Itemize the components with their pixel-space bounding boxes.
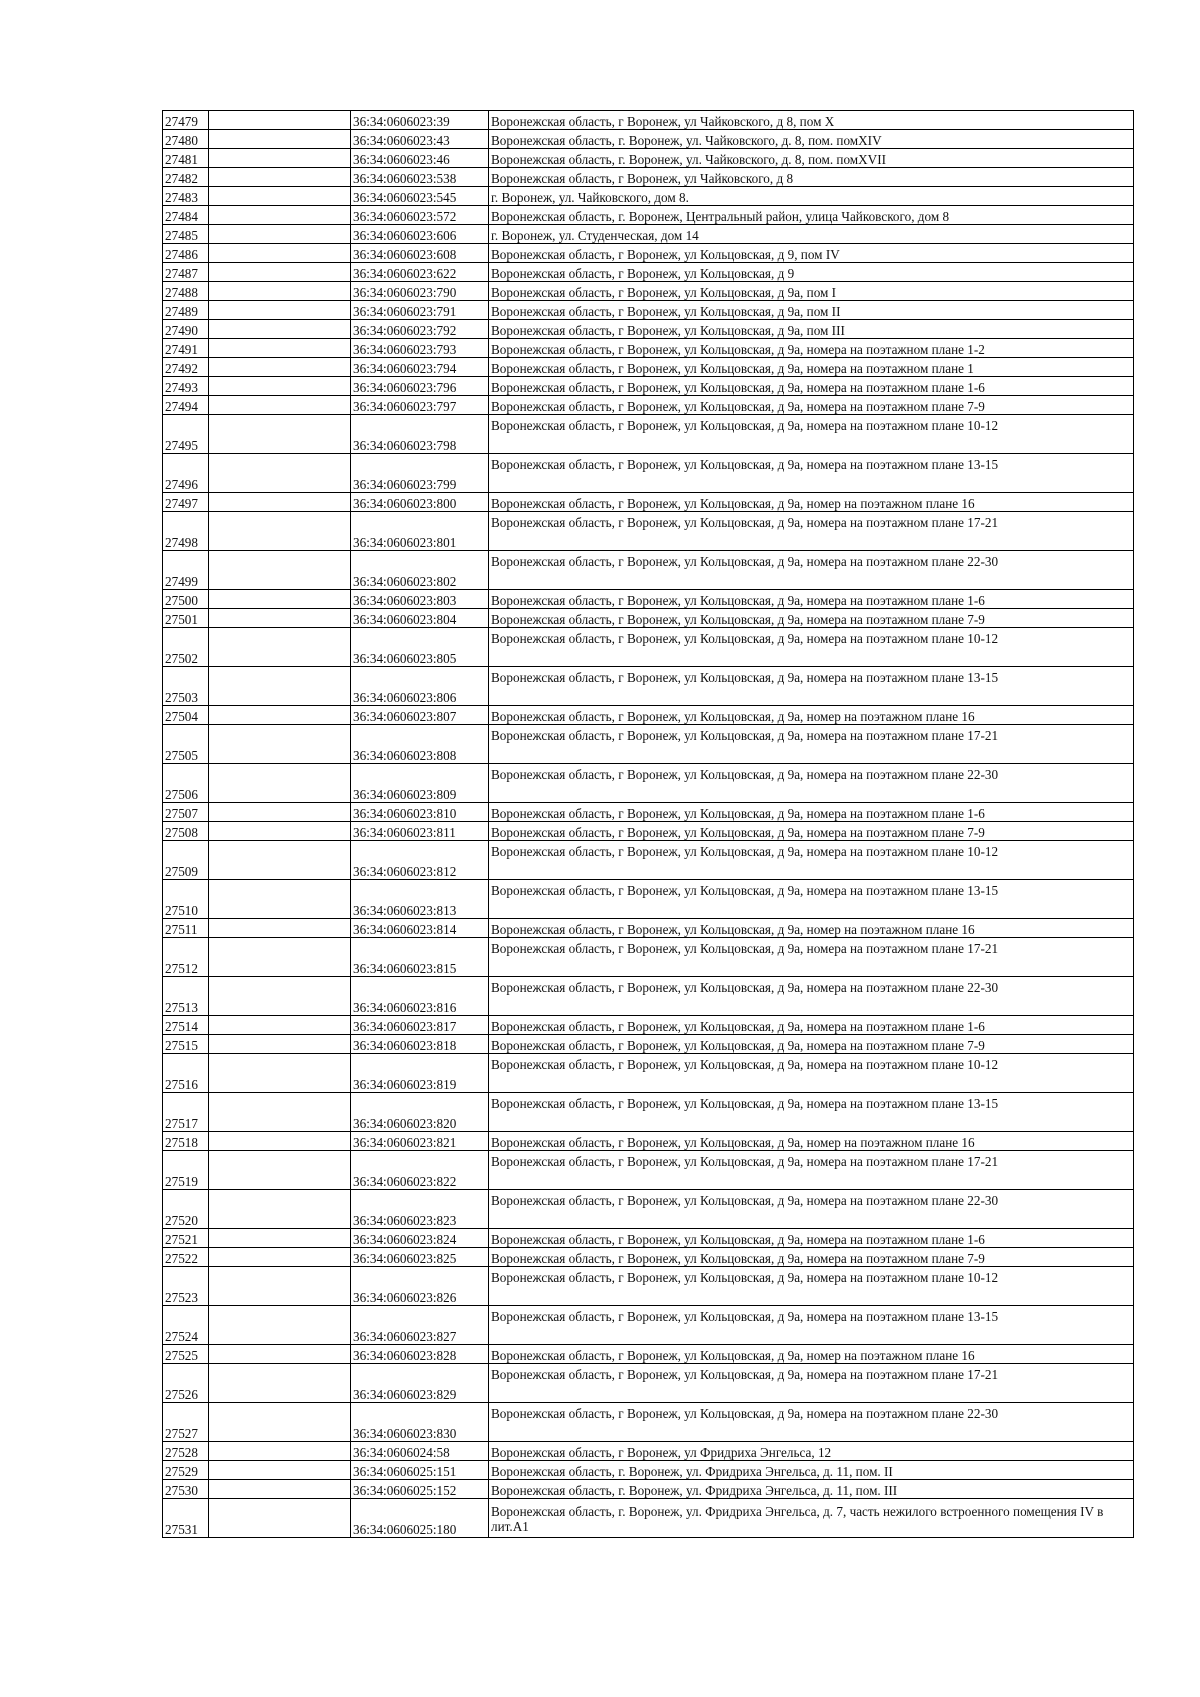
row-number-cell: 27480	[163, 130, 209, 149]
address-cell: Воронежская область, г Воронеж, ул Кольцовская, д 9а, номера на поэтажном плане 17-21	[489, 512, 1134, 551]
cadastral-number-cell: 36:34:0606023:824	[351, 1229, 489, 1248]
address-cell: Воронежская область, г Воронеж, ул Кольцовская, д 9, пом IV	[489, 244, 1134, 263]
address-cell: Воронежская область, г Воронеж, ул Кольцовская, д 9а, номера на поэтажном плане 1-6	[489, 590, 1134, 609]
empty-cell	[209, 168, 351, 187]
empty-cell	[209, 1364, 351, 1403]
table-row	[163, 358, 1134, 377]
address-cell: Воронежская область, г Воронеж, ул Кольцовская, д 9а, номера на поэтажном плане 7-9	[489, 822, 1134, 841]
cadastral-number-cell: 36:34:0606025:151	[351, 1461, 489, 1480]
empty-cell	[209, 149, 351, 168]
address-cell: Воронежская область, г Воронеж, ул Кольцовская, д 9а, номера на поэтажном плане 7-9	[489, 1248, 1134, 1267]
empty-cell	[209, 725, 351, 764]
row-number-cell: 27529	[163, 1461, 209, 1480]
empty-cell	[209, 377, 351, 396]
empty-cell	[209, 551, 351, 590]
table-row	[163, 725, 1134, 764]
empty-cell	[209, 1267, 351, 1306]
row-number-cell: 27521	[163, 1229, 209, 1248]
cadastral-number-cell: 36:34:0606023:820	[351, 1093, 489, 1132]
table-row	[163, 225, 1134, 244]
row-number-cell: 27486	[163, 244, 209, 263]
cadastral-number-cell: 36:34:0606023:830	[351, 1403, 489, 1442]
table-row	[163, 320, 1134, 339]
empty-cell	[209, 590, 351, 609]
table-row	[163, 628, 1134, 667]
table-row	[163, 263, 1134, 282]
empty-cell	[209, 244, 351, 263]
cadastral-number-cell: 36:34:0606023:46	[351, 149, 489, 168]
table-row	[163, 1499, 1134, 1538]
row-number-cell: 27504	[163, 706, 209, 725]
address-cell: Воронежская область, г Воронеж, ул Кольцовская, д 9а, номера на поэтажном плане 22-30	[489, 764, 1134, 803]
row-number-cell: 27517	[163, 1093, 209, 1132]
empty-cell	[209, 1442, 351, 1461]
cadastral-number-cell: 36:34:0606023:823	[351, 1190, 489, 1229]
table-row	[163, 244, 1134, 263]
empty-cell	[209, 187, 351, 206]
cadastral-number-cell: 36:34:0606023:816	[351, 977, 489, 1016]
cadastral-number-cell: 36:34:0606023:797	[351, 396, 489, 415]
table-row	[163, 1229, 1134, 1248]
address-cell: Воронежская область, г Воронеж, ул Кольцовская, д 9	[489, 263, 1134, 282]
row-number-cell: 27489	[163, 301, 209, 320]
cadastral-number-cell: 36:34:0606023:790	[351, 282, 489, 301]
address-cell: Воронежская область, г Воронеж, ул Кольцовская, д 9а, пом II	[489, 301, 1134, 320]
empty-cell	[209, 1132, 351, 1151]
table-row	[163, 551, 1134, 590]
row-number-cell: 27528	[163, 1442, 209, 1461]
cadastral-number-cell: 36:34:0606023:608	[351, 244, 489, 263]
table-row	[163, 1035, 1134, 1054]
row-number-cell: 27481	[163, 149, 209, 168]
empty-cell	[209, 1345, 351, 1364]
address-cell: Воронежская область, г Воронеж, ул Кольцовская, д 9а, номера на поэтажном плане 17-21	[489, 1151, 1134, 1190]
cadastral-number-cell: 36:34:0606023:798	[351, 415, 489, 454]
row-number-cell: 27531	[163, 1499, 209, 1538]
table-row	[163, 1403, 1134, 1442]
table-row	[163, 822, 1134, 841]
cadastral-number-cell: 36:34:0606023:793	[351, 339, 489, 358]
address-cell: г. Воронеж, ул. Чайковского, дом 8.	[489, 187, 1134, 206]
row-number-cell: 27519	[163, 1151, 209, 1190]
address-cell: Воронежская область, г Воронеж, ул Кольцовская, д 9а, номера на поэтажном плане 7-9	[489, 396, 1134, 415]
address-cell: Воронежская область, г. Воронеж, ул. Чайковского, д. 8, пом. помXIV	[489, 130, 1134, 149]
empty-cell	[209, 1480, 351, 1499]
empty-cell	[209, 454, 351, 493]
cadastral-number-cell: 36:34:0606023:799	[351, 454, 489, 493]
address-cell: Воронежская область, г Воронеж, ул Кольцовская, д 9а, номера на поэтажном плане 17-21	[489, 938, 1134, 977]
table-row	[163, 667, 1134, 706]
empty-cell	[209, 225, 351, 244]
table-row	[163, 1267, 1134, 1306]
empty-cell	[209, 822, 351, 841]
table-row	[163, 1480, 1134, 1499]
row-number-cell: 27501	[163, 609, 209, 628]
row-number-cell: 27494	[163, 396, 209, 415]
cadastral-number-cell: 36:34:0606023:811	[351, 822, 489, 841]
address-cell: Воронежская область, г. Воронеж, ул. Чайковского, д. 8, пом. помXVII	[489, 149, 1134, 168]
address-cell: Воронежская область, г Воронеж, ул Кольцовская, д 9а, номера на поэтажном плане 13-15	[489, 454, 1134, 493]
row-number-cell: 27491	[163, 339, 209, 358]
row-number-cell: 27530	[163, 1480, 209, 1499]
address-cell: Воронежская область, г Воронеж, ул Кольцовская, д 9а, номера на поэтажном плане 13-15	[489, 1093, 1134, 1132]
empty-cell	[209, 396, 351, 415]
cadastral-number-cell: 36:34:0606023:43	[351, 130, 489, 149]
table-row	[163, 111, 1134, 130]
row-number-cell: 27498	[163, 512, 209, 551]
cadastral-number-cell: 36:34:0606023:622	[351, 263, 489, 282]
table-row	[163, 977, 1134, 1016]
cadastral-number-cell: 36:34:0606023:801	[351, 512, 489, 551]
empty-cell	[209, 1093, 351, 1132]
empty-cell	[209, 1306, 351, 1345]
cadastral-number-cell: 36:34:0606023:39	[351, 111, 489, 130]
row-number-cell: 27503	[163, 667, 209, 706]
address-cell: Воронежская область, г. Воронеж, ул. Фридриха Энгельса, д. 7, часть нежилого встроенного помещения IV в лит.А1	[489, 1499, 1134, 1538]
empty-cell	[209, 628, 351, 667]
address-cell: Воронежская область, г Воронеж, ул Чайковского, д 8, пом X	[489, 111, 1134, 130]
row-number-cell: 27514	[163, 1016, 209, 1035]
row-number-cell: 27522	[163, 1248, 209, 1267]
address-cell: Воронежская область, г Воронеж, ул Кольцовская, д 9а, номера на поэтажном плане 22-30	[489, 1190, 1134, 1229]
address-cell: Воронежская область, г Воронеж, ул Кольцовская, д 9а, номера на поэтажном плане 22-30	[489, 551, 1134, 590]
row-number-cell: 27511	[163, 919, 209, 938]
empty-cell	[209, 880, 351, 919]
address-cell: г. Воронеж, ул. Студенческая, дом 14	[489, 225, 1134, 244]
empty-cell	[209, 206, 351, 225]
row-number-cell: 27485	[163, 225, 209, 244]
cadastral-number-cell: 36:34:0606023:813	[351, 880, 489, 919]
empty-cell	[209, 1016, 351, 1035]
address-cell: Воронежская область, г Воронеж, ул Кольцовская, д 9а, номер на поэтажном плане 16	[489, 919, 1134, 938]
cadastral-number-cell: 36:34:0606023:572	[351, 206, 489, 225]
cadastral-number-cell: 36:34:0606023:807	[351, 706, 489, 725]
cadastral-number-cell: 36:34:0606023:792	[351, 320, 489, 339]
row-number-cell: 27505	[163, 725, 209, 764]
table-row	[163, 1054, 1134, 1093]
empty-cell	[209, 111, 351, 130]
table-row	[163, 415, 1134, 454]
address-cell: Воронежская область, г Воронеж, ул Кольцовская, д 9а, номера на поэтажном плане 1-2	[489, 339, 1134, 358]
empty-cell	[209, 512, 351, 551]
address-cell: Воронежская область, г Воронеж, ул Кольцовская, д 9а, номера на поэтажном плане 7-9	[489, 609, 1134, 628]
table-row	[163, 609, 1134, 628]
empty-cell	[209, 301, 351, 320]
address-cell: Воронежская область, г Воронеж, ул Кольцовская, д 9а, номера на поэтажном плане 13-15	[489, 667, 1134, 706]
cadastral-number-cell: 36:34:0606023:606	[351, 225, 489, 244]
empty-cell	[209, 803, 351, 822]
row-number-cell: 27509	[163, 841, 209, 880]
cadastral-number-cell: 36:34:0606023:794	[351, 358, 489, 377]
address-cell: Воронежская область, г Воронеж, ул Кольцовская, д 9а, номер на поэтажном плане 16	[489, 706, 1134, 725]
empty-cell	[209, 1403, 351, 1442]
cadastral-number-cell: 36:34:0606023:812	[351, 841, 489, 880]
empty-cell	[209, 609, 351, 628]
row-number-cell: 27526	[163, 1364, 209, 1403]
address-cell: Воронежская область, г Воронеж, ул Кольцовская, д 9а, номера на поэтажном плане 10-12	[489, 841, 1134, 880]
row-number-cell: 27515	[163, 1035, 209, 1054]
row-number-cell: 27516	[163, 1054, 209, 1093]
address-cell: Воронежская область, г Воронеж, ул Кольцовская, д 9а, номер на поэтажном плане 16	[489, 1132, 1134, 1151]
table-row	[163, 339, 1134, 358]
row-number-cell: 27490	[163, 320, 209, 339]
table-body	[163, 111, 1134, 1538]
cadastral-number-cell: 36:34:0606023:808	[351, 725, 489, 764]
table-row	[163, 396, 1134, 415]
empty-cell	[209, 263, 351, 282]
table-row	[163, 880, 1134, 919]
row-number-cell: 27479	[163, 111, 209, 130]
address-cell: Воронежская область, г Воронеж, ул Кольцовская, д 9а, номер на поэтажном плане 16	[489, 1345, 1134, 1364]
table-row	[163, 764, 1134, 803]
row-number-cell: 27525	[163, 1345, 209, 1364]
table-row	[163, 130, 1134, 149]
row-number-cell: 27524	[163, 1306, 209, 1345]
table-row	[163, 206, 1134, 225]
empty-cell	[209, 1499, 351, 1538]
table-row	[163, 1345, 1134, 1364]
address-cell: Воронежская область, г Воронеж, ул Кольцовская, д 9а, номера на поэтажном плане 17-21	[489, 725, 1134, 764]
table-row	[163, 1190, 1134, 1229]
row-number-cell: 27495	[163, 415, 209, 454]
cadastral-number-cell: 36:34:0606023:827	[351, 1306, 489, 1345]
table-row	[163, 1151, 1134, 1190]
address-cell: Воронежская область, г Воронеж, ул Кольцовская, д 9а, номера на поэтажном плане 17-21	[489, 1364, 1134, 1403]
table-row	[163, 1248, 1134, 1267]
table-row	[163, 454, 1134, 493]
empty-cell	[209, 1248, 351, 1267]
row-number-cell: 27493	[163, 377, 209, 396]
cadastral-number-cell: 36:34:0606023:803	[351, 590, 489, 609]
row-number-cell: 27483	[163, 187, 209, 206]
empty-cell	[209, 706, 351, 725]
table-row	[163, 493, 1134, 512]
row-number-cell: 27520	[163, 1190, 209, 1229]
row-number-cell: 27482	[163, 168, 209, 187]
row-number-cell: 27508	[163, 822, 209, 841]
empty-cell	[209, 1461, 351, 1480]
cadastral-number-cell: 36:34:0606023:545	[351, 187, 489, 206]
table-row	[163, 938, 1134, 977]
table-row	[163, 841, 1134, 880]
row-number-cell: 27499	[163, 551, 209, 590]
property-table	[162, 110, 1134, 1538]
table-row	[163, 1461, 1134, 1480]
cadastral-number-cell: 36:34:0606023:818	[351, 1035, 489, 1054]
row-number-cell: 27500	[163, 590, 209, 609]
empty-cell	[209, 667, 351, 706]
empty-cell	[209, 358, 351, 377]
address-cell: Воронежская область, г Воронеж, ул Кольцовская, д 9а, номера на поэтажном плане 13-15	[489, 1306, 1134, 1345]
empty-cell	[209, 938, 351, 977]
cadastral-number-cell: 36:34:0606023:809	[351, 764, 489, 803]
row-number-cell: 27492	[163, 358, 209, 377]
empty-cell	[209, 764, 351, 803]
empty-cell	[209, 415, 351, 454]
row-number-cell: 27496	[163, 454, 209, 493]
row-number-cell: 27523	[163, 1267, 209, 1306]
address-cell: Воронежская область, г Воронеж, ул Кольцовская, д 9а, номера на поэтажном плане 10-12	[489, 628, 1134, 667]
row-number-cell: 27510	[163, 880, 209, 919]
empty-cell	[209, 919, 351, 938]
empty-cell	[209, 493, 351, 512]
address-cell: Воронежская область, г. Воронеж, ул. Фридриха Энгельса, д. 11, пом. III	[489, 1480, 1134, 1499]
empty-cell	[209, 130, 351, 149]
row-number-cell: 27484	[163, 206, 209, 225]
cadastral-number-cell: 36:34:0606023:802	[351, 551, 489, 590]
row-number-cell: 27513	[163, 977, 209, 1016]
address-cell: Воронежская область, г Воронеж, ул Кольцовская, д 9а, номера на поэтажном плане 10-12	[489, 1267, 1134, 1306]
table-row	[163, 1442, 1134, 1461]
row-number-cell: 27507	[163, 803, 209, 822]
table-row	[163, 1016, 1134, 1035]
address-cell: Воронежская область, г Воронеж, ул Чайковского, д 8	[489, 168, 1134, 187]
cadastral-number-cell: 36:34:0606023:826	[351, 1267, 489, 1306]
address-cell: Воронежская область, г Воронеж, ул Кольцовская, д 9а, номера на поэтажном плане 10-12	[489, 415, 1134, 454]
address-cell: Воронежская область, г. Воронеж, Центральный район, улица Чайковского, дом 8	[489, 206, 1134, 225]
cadastral-number-cell: 36:34:0606023:821	[351, 1132, 489, 1151]
empty-cell	[209, 977, 351, 1016]
cadastral-number-cell: 36:34:0606023:805	[351, 628, 489, 667]
empty-cell	[209, 282, 351, 301]
table-row	[163, 282, 1134, 301]
empty-cell	[209, 1190, 351, 1229]
table-row	[163, 301, 1134, 320]
empty-cell	[209, 339, 351, 358]
cadastral-number-cell: 36:34:0606023:814	[351, 919, 489, 938]
address-cell: Воронежская область, г Воронеж, ул Кольцовская, д 9а, номер на поэтажном плане 16	[489, 493, 1134, 512]
cadastral-number-cell: 36:34:0606023:810	[351, 803, 489, 822]
cadastral-number-cell: 36:34:0606023:819	[351, 1054, 489, 1093]
cadastral-number-cell: 36:34:0606025:180	[351, 1499, 489, 1538]
table-row	[163, 803, 1134, 822]
address-cell: Воронежская область, г Воронеж, ул Кольцовская, д 9а, номера на поэтажном плане 22-30	[489, 1403, 1134, 1442]
cadastral-number-cell: 36:34:0606023:800	[351, 493, 489, 512]
empty-cell	[209, 841, 351, 880]
row-number-cell: 27488	[163, 282, 209, 301]
cadastral-number-cell: 36:34:0606023:796	[351, 377, 489, 396]
address-cell: Воронежская область, г Воронеж, ул Кольцовская, д 9а, номера на поэтажном плане 1-6	[489, 1229, 1134, 1248]
address-cell: Воронежская область, г Воронеж, ул Кольцовская, д 9а, пом I	[489, 282, 1134, 301]
table-row	[163, 590, 1134, 609]
cadastral-number-cell: 36:34:0606025:152	[351, 1480, 489, 1499]
cadastral-number-cell: 36:34:0606023:828	[351, 1345, 489, 1364]
address-cell: Воронежская область, г Воронеж, ул Кольцовская, д 9а, пом III	[489, 320, 1134, 339]
cadastral-number-cell: 36:34:0606023:822	[351, 1151, 489, 1190]
table-row	[163, 168, 1134, 187]
cadastral-number-cell: 36:34:0606023:825	[351, 1248, 489, 1267]
table-row	[163, 706, 1134, 725]
cadastral-number-cell: 36:34:0606023:829	[351, 1364, 489, 1403]
address-cell: Воронежская область, г. Воронеж, ул. Фридриха Энгельса, д. 11, пом. II	[489, 1461, 1134, 1480]
table-row	[163, 1093, 1134, 1132]
cadastral-number-cell: 36:34:0606023:804	[351, 609, 489, 628]
row-number-cell: 27502	[163, 628, 209, 667]
empty-cell	[209, 1229, 351, 1248]
cadastral-number-cell: 36:34:0606023:538	[351, 168, 489, 187]
empty-cell	[209, 1035, 351, 1054]
address-cell: Воронежская область, г Воронеж, ул Кольцовская, д 9а, номера на поэтажном плане 13-15	[489, 880, 1134, 919]
row-number-cell: 27512	[163, 938, 209, 977]
row-number-cell: 27497	[163, 493, 209, 512]
address-cell: Воронежская область, г Воронеж, ул Кольцовская, д 9а, номера на поэтажном плане 1-6	[489, 377, 1134, 396]
cadastral-number-cell: 36:34:0606023:817	[351, 1016, 489, 1035]
address-cell: Воронежская область, г Воронеж, ул Кольцовская, д 9а, номера на поэтажном плане 7-9	[489, 1035, 1134, 1054]
table-row	[163, 919, 1134, 938]
table-row	[163, 377, 1134, 396]
address-cell: Воронежская область, г Воронеж, ул Кольцовская, д 9а, номера на поэтажном плане 1-6	[489, 803, 1134, 822]
table-row	[163, 149, 1134, 168]
row-number-cell: 27506	[163, 764, 209, 803]
empty-cell	[209, 1054, 351, 1093]
row-number-cell: 27527	[163, 1403, 209, 1442]
cadastral-number-cell: 36:34:0606023:791	[351, 301, 489, 320]
address-cell: Воронежская область, г Воронеж, ул Кольцовская, д 9а, номера на поэтажном плане 10-12	[489, 1054, 1134, 1093]
table-row	[163, 1364, 1134, 1403]
row-number-cell: 27518	[163, 1132, 209, 1151]
cadastral-number-cell: 36:34:0606024:58	[351, 1442, 489, 1461]
address-cell: Воронежская область, г Воронеж, ул Кольцовская, д 9а, номера на поэтажном плане 22-30	[489, 977, 1134, 1016]
address-cell: Воронежская область, г Воронеж, ул Кольцовская, д 9а, номера на поэтажном плане 1-6	[489, 1016, 1134, 1035]
table-row	[163, 512, 1134, 551]
table-row	[163, 187, 1134, 206]
cadastral-number-cell: 36:34:0606023:806	[351, 667, 489, 706]
address-cell: Воронежская область, г Воронеж, ул Кольцовская, д 9а, номера на поэтажном плане 1	[489, 358, 1134, 377]
cadastral-number-cell: 36:34:0606023:815	[351, 938, 489, 977]
empty-cell	[209, 320, 351, 339]
table-row	[163, 1132, 1134, 1151]
row-number-cell: 27487	[163, 263, 209, 282]
table-row	[163, 1306, 1134, 1345]
address-cell: Воронежская область, г Воронеж, ул Фридриха Энгельса, 12	[489, 1442, 1134, 1461]
empty-cell	[209, 1151, 351, 1190]
